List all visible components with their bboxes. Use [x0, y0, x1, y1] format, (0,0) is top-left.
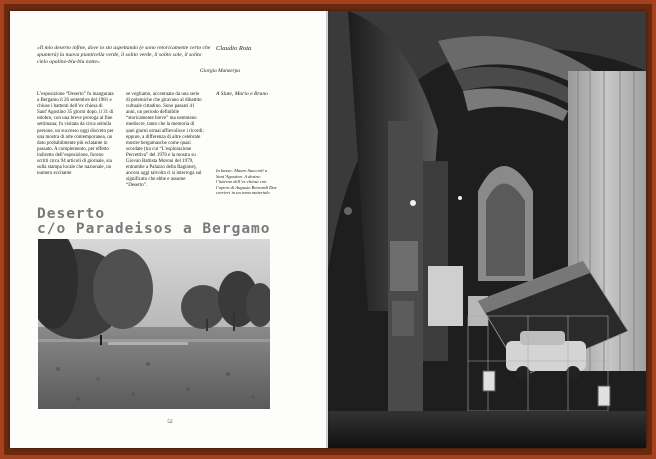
body-column-1: L’esposizione “Deserto” fu inaugurata a Bergamo il 26 settembre del 1981 e chiuse i battenti dell’ex chiesa di Sant’Agostino 35 giorni dopo, il 31 di ottobre, con una breve proroga al fine settimana; fu visitata da circa seimila persone, un successo oggi discreto per una mostra di arte contemporanea, un dato probabilmente più eclatante in passato. A complemento, per effetto indiretto dell’esposizione, furono scritti circa 94 articoli di giornale, sia sulla stampa locale che nazionale, un numero eccitante — [37, 92, 114, 177]
epigraph-quote: «Il mio deserto infine, dove io sto aspettando (e sono retoricamente certo che spunterà) la nuova pianticella verde, il solito verde, il solito sole, il solito cielo opalino-blu-blu notte» — [37, 45, 211, 65]
body-column-2: se vogliamo, accentuato da una serie di polemiche che giravano al dibattito cultuale cittadino. Sono passati 41 anni, un periodo definibile “storicamente breve” ma nemmeno mediocre, tanto che la memoria di quei giorni ormai affievolisce i ricordi; eppure, a differenza di altre celebrate mostre bergamasche come quasi scordate (tra cui “L’esplorazione Percettiva” del 1976 e la mostra su Giovan Battista Moroni del 1979, entrambe a Palazzo della Ragione), ancora oggi talvolta ci si interroga sul significato che ebbe e assume “Deserto”. — [126, 92, 204, 189]
right-page-photo — [328, 11, 646, 448]
landscape-photo-image — [38, 239, 270, 409]
spread-gutter — [326, 11, 330, 448]
article-title — [37, 207, 297, 237]
book-spread — [10, 11, 646, 448]
landscape-photo — [38, 239, 270, 409]
dedication: A Slate, Mario e Bruno — [216, 91, 268, 97]
photo-caption: In basso: Mauro Staccioli a Sant’Agostino. A destra: l’interno dell’ex chiesa con l’opera di Augusto Bernardi Due corrieri in un tema materiale. — [216, 168, 277, 196]
title-line-1: Deserto — [37, 206, 106, 222]
left-page — [10, 11, 328, 448]
article-author: Claudio Rota — [216, 45, 252, 52]
title-line-2: c/o Paradeisos a Bergamo — [37, 221, 271, 237]
page-number: 52 — [167, 419, 173, 425]
church-interior-photo — [328, 11, 646, 448]
epigraph-author: Giorgio Manzerpa — [199, 68, 240, 74]
